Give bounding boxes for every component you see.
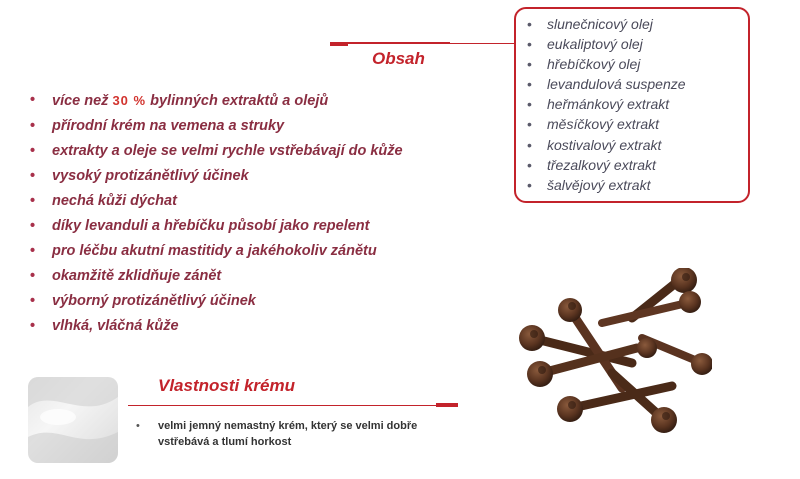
ingredient-item <box>527 175 686 195</box>
bullet: • <box>30 143 36 159</box>
cream-photo <box>28 377 118 463</box>
bullet: • <box>30 118 36 134</box>
benefit-text: pro léčbu akutní mastitidy a jakéhokoliv zánětu <box>52 243 377 259</box>
benefit-text: díky levanduli a hřebíčku působí jako repelent <box>52 218 370 234</box>
bullet: • <box>136 420 140 432</box>
benefit-item <box>30 168 480 185</box>
ingredient-text: levandulová suspenze <box>547 76 686 93</box>
bullet: • <box>527 136 532 153</box>
bullet: • <box>30 218 36 234</box>
ingredient-text: eukaliptový olej <box>547 36 643 53</box>
bullet: • <box>30 318 36 334</box>
vlastnosti-underline <box>128 405 438 406</box>
benefit-item <box>30 318 480 335</box>
bullet: • <box>30 92 36 108</box>
obsah-heading: Obsah <box>372 49 425 68</box>
bullet: • <box>527 156 532 173</box>
ingredient-item <box>527 155 686 175</box>
benefit-item <box>30 92 480 110</box>
vlastnosti-heading: Vlastnosti krému <box>158 376 295 395</box>
ingredient-item <box>527 34 686 54</box>
bullet: • <box>527 16 532 32</box>
bullet: • <box>30 293 36 309</box>
benefit-text: nechá kůži dýchat <box>52 193 177 209</box>
obsah-connector-line <box>450 43 515 44</box>
benefit-item <box>30 293 480 310</box>
ingredient-item <box>527 94 686 114</box>
bullet: • <box>30 168 36 184</box>
cream-texture <box>28 377 118 463</box>
benefit-item <box>30 143 480 160</box>
ingredient-item <box>527 74 686 94</box>
benefit-text: extrakty a oleje se velmi rychle vstřebávají do kůže <box>52 143 403 159</box>
ingredient-item <box>527 114 686 134</box>
bullet: • <box>527 76 532 93</box>
obsah-accent-bar <box>330 42 348 46</box>
benefit-text: přírodní krém na vemena a struky <box>52 118 285 134</box>
benefit-first-suffix: bylinných extraktů a olejů <box>146 93 329 109</box>
benefit-first-percent: 30 % <box>112 93 147 108</box>
benefit-item <box>30 243 480 260</box>
benefit-text: výborný protizánětlivý účinek <box>52 293 256 309</box>
benefit-item <box>30 268 480 285</box>
benefit-text: vlhká, vláčná kůže <box>52 318 179 334</box>
property-text: velmi jemný nemastný krém, který se velmi dobře vstřebává a tlumí horkost <box>158 420 418 448</box>
benefit-text: okamžitě zklidňuje zánět <box>52 268 222 284</box>
ingredient-text: třezalkový extrakt <box>547 156 656 173</box>
ingredient-text: slunečnicový olej <box>547 16 653 32</box>
benefit-item <box>30 193 480 210</box>
ingredient-item <box>527 54 686 74</box>
ingredient-text: měsíčkový extrakt <box>547 116 660 133</box>
bullet: • <box>527 96 532 113</box>
bullet: • <box>30 243 36 259</box>
ingredient-item <box>527 14 686 34</box>
bullet: • <box>527 176 532 193</box>
properties-list <box>136 418 436 450</box>
obsah-underline <box>330 42 450 44</box>
bullet: • <box>30 193 36 209</box>
ingredient-text: kostivalový extrakt <box>547 136 662 153</box>
bullet: • <box>527 116 532 133</box>
cloves-photo <box>512 268 712 438</box>
property-item <box>136 418 436 450</box>
vlastnosti-accent-bar <box>436 403 458 407</box>
benefits-list <box>30 92 480 343</box>
benefit-item <box>30 118 480 135</box>
ingredients-list <box>527 14 686 195</box>
benefit-item <box>30 218 480 235</box>
benefit-first-prefix: více než <box>52 93 113 109</box>
bullet: • <box>30 268 36 284</box>
benefit-text: vysoký protizánětlivý účinek <box>52 168 249 184</box>
ingredient-text: šalvějový extrakt <box>547 176 651 193</box>
ingredient-item <box>527 135 686 155</box>
ingredient-text: hřebíčkový olej <box>547 56 641 73</box>
bullet: • <box>527 36 532 53</box>
bullet: • <box>527 56 532 73</box>
ingredient-text: heřmánkový extrakt <box>547 96 670 113</box>
